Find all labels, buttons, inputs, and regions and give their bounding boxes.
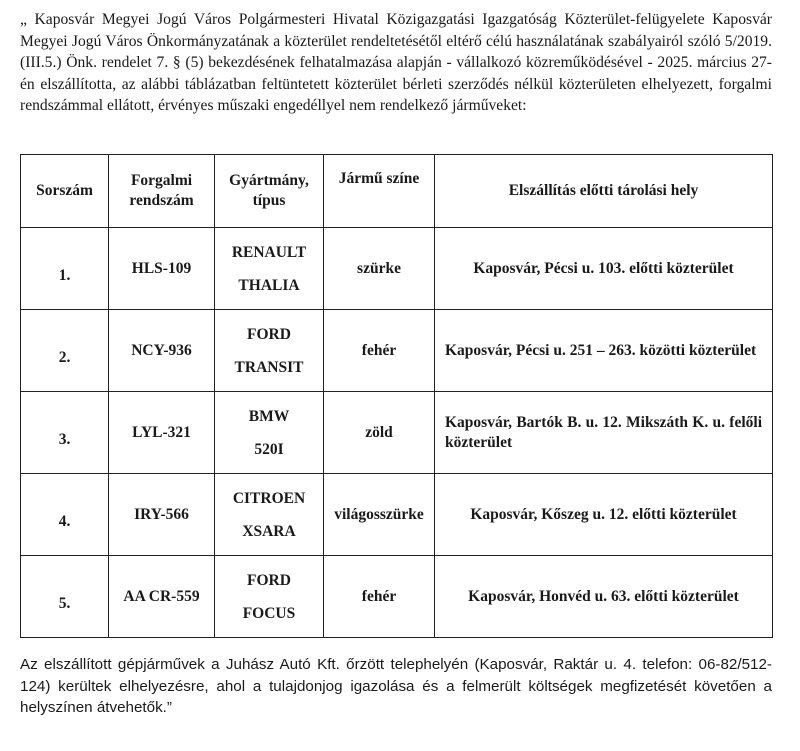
- row-make-model: [215, 310, 324, 392]
- row-color: zöld: [324, 392, 435, 474]
- table-row: [21, 556, 773, 638]
- table-row: [21, 474, 773, 556]
- row-location: Kaposvár, Bartók B. u. 12. Mikszáth K. u. felőli közterület: [435, 392, 773, 474]
- row-make: CITROEN: [232, 489, 306, 507]
- row-make-model: [215, 556, 324, 638]
- row-index: 4.: [21, 474, 109, 556]
- towed-vehicles-table: [20, 154, 773, 638]
- row-color: fehér: [324, 310, 435, 392]
- row-model: 520I: [254, 440, 284, 458]
- row-index: 2.: [21, 310, 109, 392]
- table-row: [21, 392, 773, 474]
- row-model: FOCUS: [242, 604, 296, 622]
- row-make-model: [215, 392, 324, 474]
- row-location: Kaposvár, Pécsi u. 251 – 263. közötti közterület: [435, 310, 773, 392]
- row-make: BMW: [248, 407, 290, 425]
- header-make-model: Gyártmány, típus: [215, 155, 324, 228]
- header-plate: Forgalmi rendszám: [109, 155, 215, 228]
- header-location: Elszállítás előtti tárolási hely: [435, 155, 773, 228]
- row-plate: NCY-936: [109, 310, 215, 392]
- row-model: XSARA: [242, 522, 296, 540]
- row-make: RENAULT: [231, 243, 307, 261]
- table-row: [21, 310, 773, 392]
- header-index: Sorszám: [21, 155, 109, 228]
- row-plate: AA CR-559: [109, 556, 215, 638]
- row-make-model: [215, 228, 324, 310]
- row-model: TRANSIT: [234, 358, 304, 376]
- row-plate: LYL-321: [109, 392, 215, 474]
- row-plate: HLS-109: [109, 228, 215, 310]
- row-color: fehér: [324, 556, 435, 638]
- row-make: FORD: [247, 325, 291, 343]
- row-color: világosszürke: [324, 474, 435, 556]
- table-row: [21, 228, 773, 310]
- row-make-model: [215, 474, 324, 556]
- row-index: 5.: [21, 556, 109, 638]
- row-color: szürke: [324, 228, 435, 310]
- row-location: Kaposvár, Pécsi u. 103. előtti közterület: [435, 228, 773, 310]
- intro-paragraph: „ Kaposvár Megyei Jogú Város Polgármesteri Hivatal Közigazgatási Igazgatóság Közterület-felügyelete Kaposvár Megyei Jogú Város Önkormányzatának a közterület rendeltetésétől eltérő célú használatának szabályairól szóló 5/2019.(III.5.) Önk. rendelet 7. § (5) bekezdésének felhatalmazása alapján - vállalkozó közreműködésével - 2025. március 27-én elszállította, az alábbi táblázatban feltüntetett közterület bérleti szerződés nélkül közterületen elhelyezett, forgalmi rendszámmal ellátott, érvényes műszaki engedéllyel nem rendelkező járműveket:: [20, 11, 772, 114]
- header-color: Jármű színe: [324, 155, 435, 228]
- row-plate: IRY-566: [109, 474, 215, 556]
- row-model: THALIA: [238, 276, 300, 294]
- row-location: Kaposvár, Kőszeg u. 12. előtti közterület: [435, 474, 773, 556]
- table-header-row: [21, 155, 773, 228]
- outro-paragraph: Az elszállított gépjárművek a Juhász Autó Kft. őrzött telephelyén (Kaposvár, Raktár u. 4. telefon: 06-82/512-124) kerültek elhelyezésre, ahol a tulajdonjog igazolása és a felmerült költségek megfizetését követően a helyszínen átvehetők.”: [20, 656, 772, 716]
- row-index: 3.: [21, 392, 109, 474]
- row-index: 1.: [21, 228, 109, 310]
- row-make: FORD: [247, 571, 291, 589]
- row-location: Kaposvár, Honvéd u. 63. előtti közterület: [435, 556, 773, 638]
